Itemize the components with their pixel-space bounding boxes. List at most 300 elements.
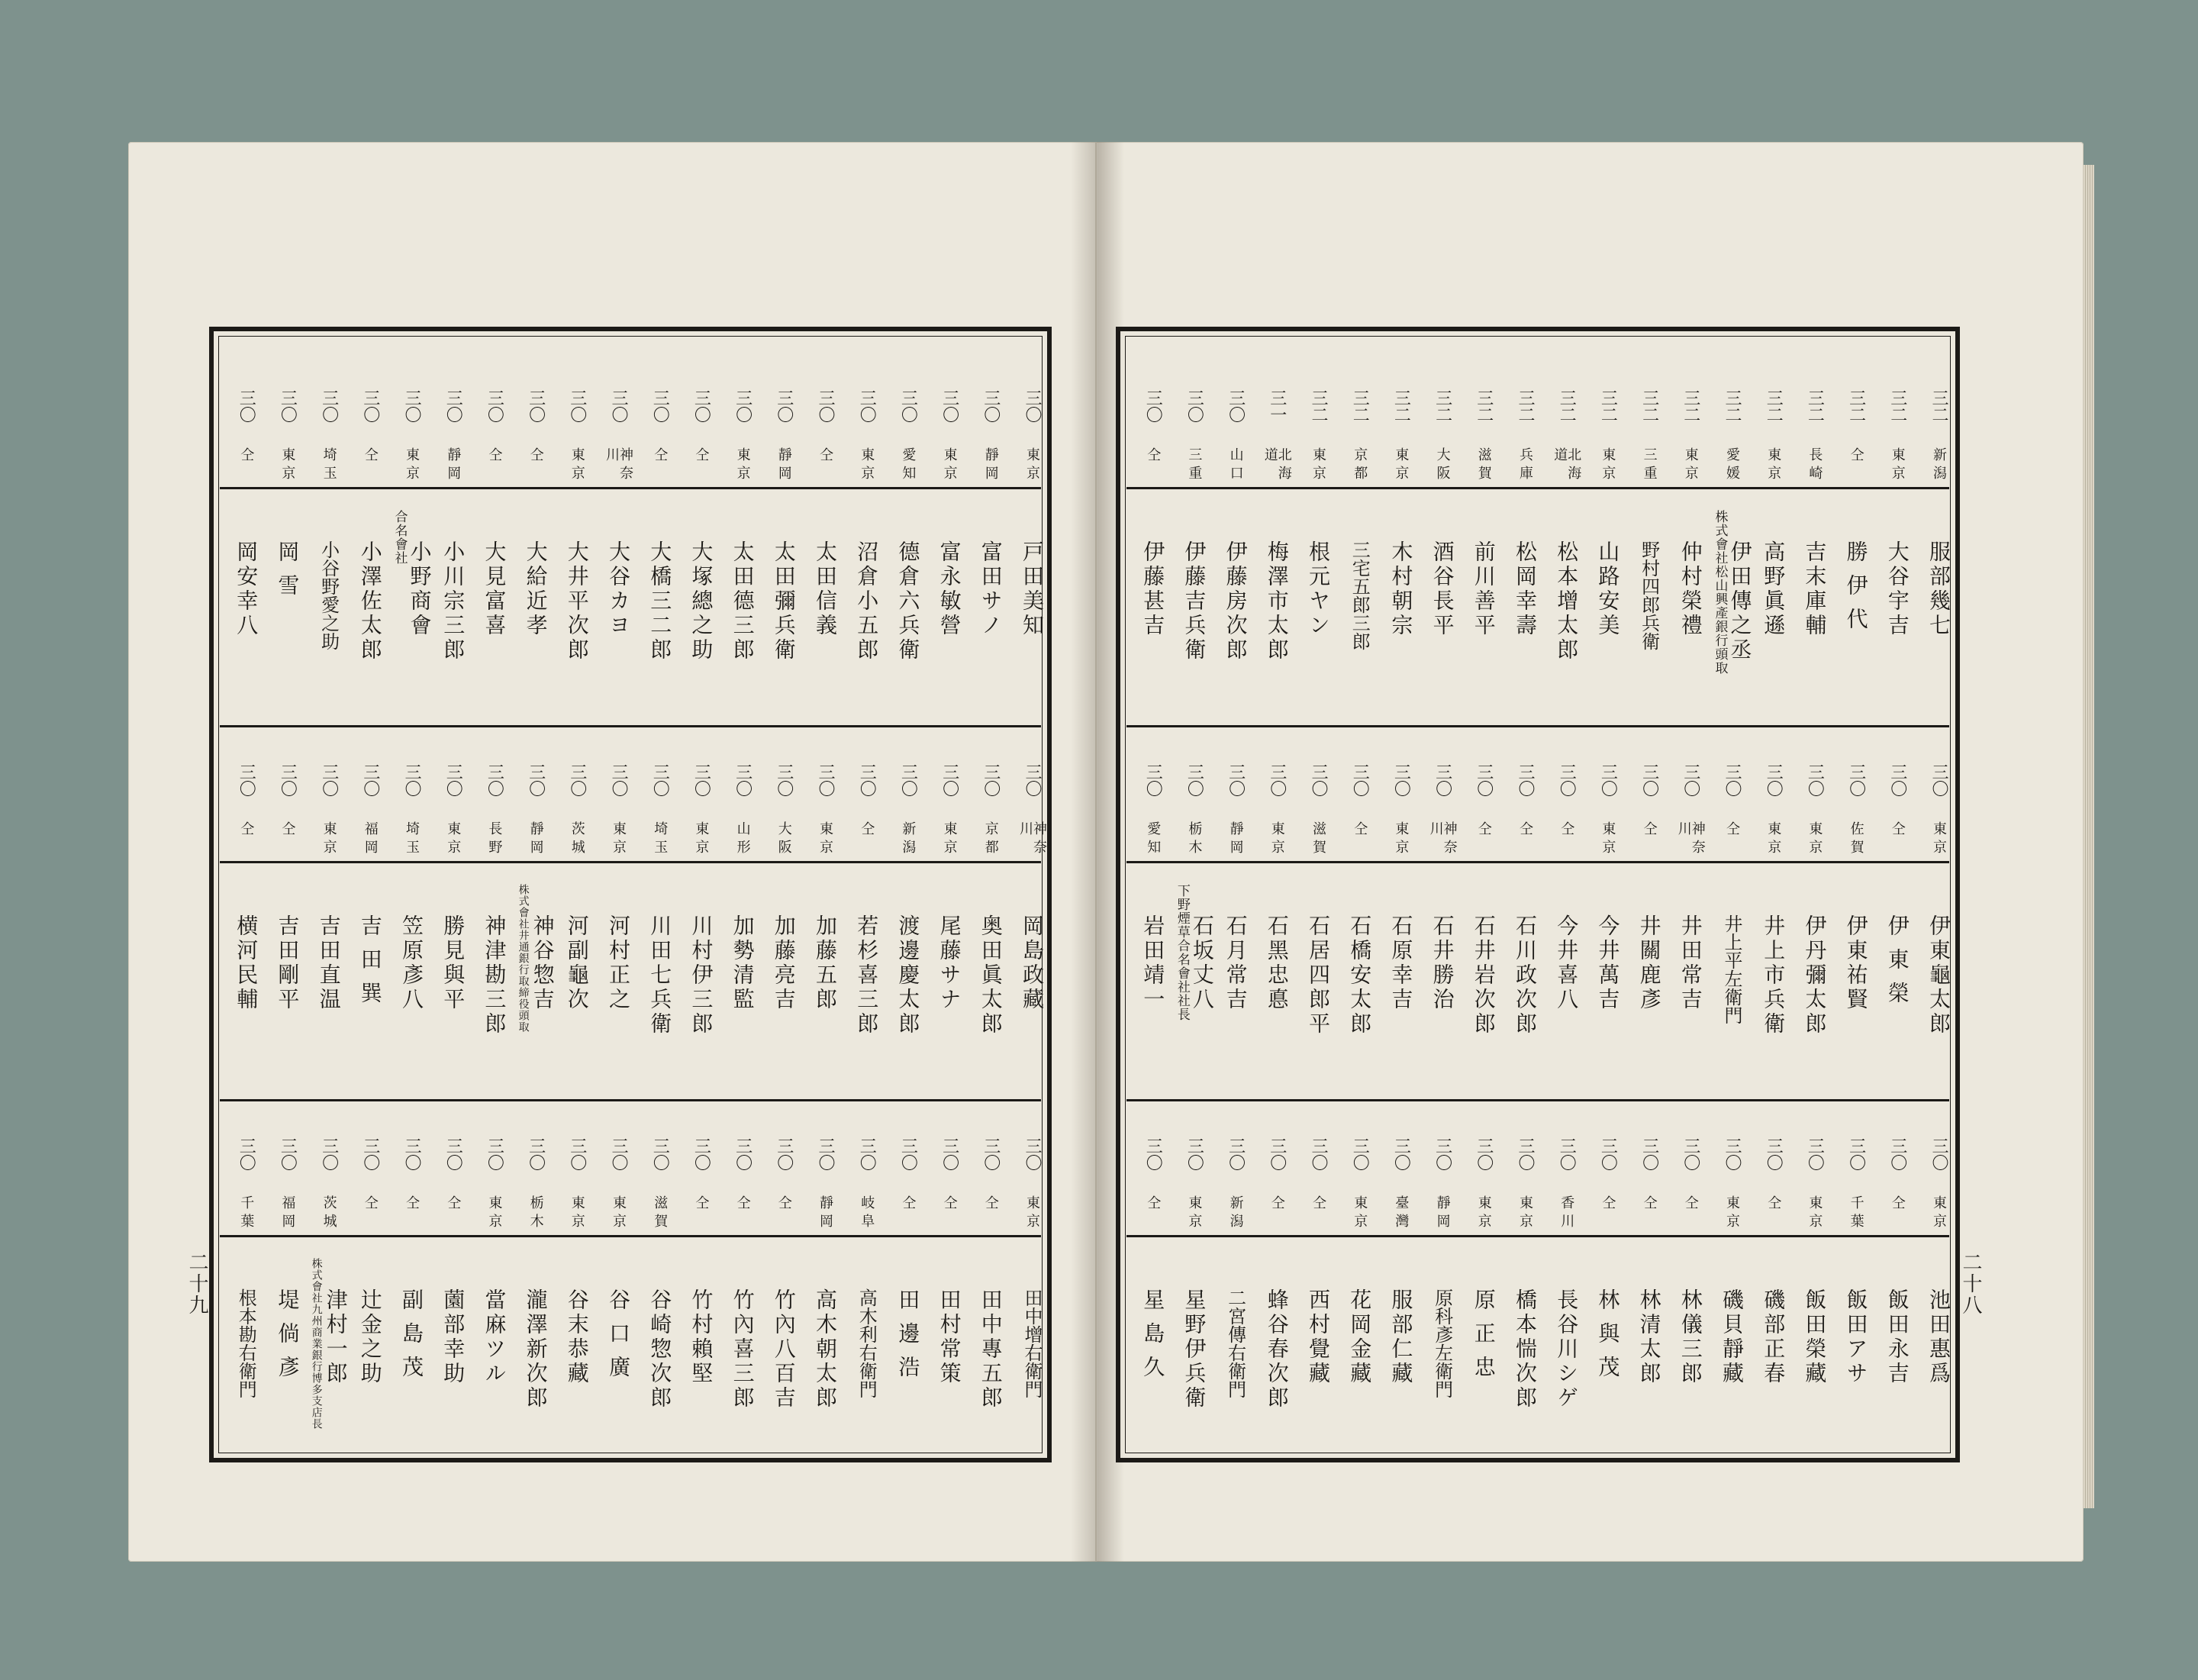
shareholder-name: 田邊浩 bbox=[895, 1288, 921, 1389]
shareholder-name: 瀧澤新次郎 bbox=[523, 1288, 549, 1411]
share-count: 三〇 bbox=[1681, 763, 1700, 797]
prefecture: 仝 bbox=[445, 1195, 462, 1214]
shareholder-name: 田村常策 bbox=[936, 1288, 962, 1386]
share-count: 三〇 bbox=[1516, 1137, 1535, 1171]
shareholder-name: 吉末庫輔 bbox=[1802, 540, 1828, 638]
register-entry bbox=[1222, 1137, 1249, 1398]
register-entry bbox=[1759, 763, 1787, 1037]
register-entry bbox=[1552, 389, 1580, 663]
share-count: 三〇 bbox=[443, 763, 463, 797]
register-entry bbox=[1800, 763, 1828, 1037]
shareholder-name: 伊藤吉兵衛 bbox=[1181, 540, 1207, 663]
shareholder-name: 池田惠爲 bbox=[1926, 1288, 1951, 1386]
share-count: 三〇 bbox=[1309, 763, 1328, 797]
share-count: 三〇 bbox=[774, 389, 794, 423]
register-entry bbox=[1018, 763, 1046, 1012]
shareholder-name: 梅澤市太郎 bbox=[1264, 540, 1290, 663]
share-count: 三〇 bbox=[1805, 763, 1825, 797]
register-entry bbox=[1884, 389, 1911, 638]
register-entry bbox=[1759, 1137, 1787, 1386]
share-count: 三二 bbox=[1887, 389, 1907, 423]
prefecture: 山口 bbox=[1227, 447, 1244, 484]
shareholder-name: 谷末恭藏 bbox=[564, 1288, 590, 1386]
register-entry bbox=[646, 1137, 673, 1411]
prefecture: 仝 bbox=[362, 1195, 379, 1214]
page-number-right: 二十八 bbox=[1959, 1252, 1982, 1316]
shareholder-name: 橋本惴次郎 bbox=[1513, 1288, 1538, 1411]
shareholder-name: 星島久 bbox=[1140, 1288, 1166, 1389]
register-entry bbox=[1552, 763, 1580, 1012]
share-count: 三〇 bbox=[898, 763, 918, 797]
prefecture: 三重 bbox=[1641, 447, 1658, 484]
share-count: 三〇 bbox=[1681, 1137, 1700, 1171]
register-entry bbox=[894, 763, 921, 1037]
register-entry bbox=[1925, 763, 1952, 1037]
shareholder-name: 副島茂 bbox=[399, 1288, 424, 1389]
prefecture: 東京 bbox=[445, 821, 462, 858]
share-count: 三〇 bbox=[816, 1137, 835, 1171]
register-entry bbox=[1139, 763, 1166, 1012]
share-count: 三〇 bbox=[816, 763, 835, 797]
register-entry bbox=[1511, 1137, 1539, 1411]
prefecture: 東京 bbox=[1806, 821, 1823, 858]
prefecture: 東京 bbox=[1806, 1195, 1823, 1232]
register-entry bbox=[1222, 389, 1249, 663]
register-entry bbox=[315, 763, 343, 1012]
share-count: 三〇 bbox=[526, 1137, 546, 1171]
share-count: 三〇 bbox=[526, 763, 546, 797]
shareholder-name: 星野伊兵衛 bbox=[1181, 1288, 1207, 1411]
prefecture: 仝 bbox=[941, 1195, 958, 1214]
prefecture: 埼玉 bbox=[404, 821, 420, 858]
rule-line bbox=[220, 725, 1041, 727]
prefecture: 靜岡 bbox=[1434, 1195, 1451, 1232]
register-entry bbox=[310, 1137, 349, 1430]
shareholder-name: 伊田傳之丞 bbox=[1727, 540, 1753, 663]
share-count: 三〇 bbox=[1805, 1137, 1825, 1171]
prefecture: 東京 bbox=[1931, 1195, 1947, 1232]
share-count: 三〇 bbox=[1846, 1137, 1866, 1171]
prefecture: 仝 bbox=[404, 1195, 420, 1214]
register-entry bbox=[770, 389, 798, 663]
prefecture: 三重 bbox=[1186, 447, 1203, 484]
share-count: 三〇 bbox=[898, 389, 918, 423]
register-entry bbox=[398, 763, 425, 1012]
share-count: 三〇 bbox=[278, 1137, 298, 1171]
shareholder-name: 太田信義 bbox=[813, 540, 838, 638]
share-count: 三二 bbox=[1309, 389, 1328, 423]
shareholder-name: 加藤五郎 bbox=[813, 914, 838, 1012]
prefecture: 岐阜 bbox=[859, 1195, 875, 1232]
shareholder-name: 加藤亮吉 bbox=[771, 914, 797, 1012]
prefecture: 東京 bbox=[1186, 1195, 1203, 1232]
share-count: 三〇 bbox=[567, 1137, 587, 1171]
share-count: 三〇 bbox=[774, 763, 794, 797]
shareholder-name: 石黑忠悳 bbox=[1264, 914, 1290, 1012]
shareholder-name: 蜂谷春次郎 bbox=[1264, 1288, 1290, 1411]
shareholder-name: 太田德三郎 bbox=[730, 540, 756, 663]
register-entry bbox=[604, 1137, 632, 1389]
shareholder-name: 野村四郎兵衛 bbox=[1638, 540, 1660, 650]
register-entry bbox=[315, 389, 343, 650]
shareholder-name: 横河民輔 bbox=[234, 914, 259, 1012]
share-count: 三二 bbox=[1350, 389, 1370, 423]
shareholder-name: 服部幾七 bbox=[1926, 540, 1951, 638]
prefecture: 滋賀 bbox=[1475, 447, 1492, 484]
register-entry bbox=[1470, 389, 1497, 638]
register-entry bbox=[1263, 1137, 1291, 1411]
register-entry bbox=[480, 763, 508, 1037]
register-entry bbox=[1636, 389, 1663, 650]
register-entry bbox=[480, 389, 508, 638]
register-entry bbox=[356, 389, 384, 663]
shareholder-name: 大井平次郎 bbox=[564, 540, 590, 663]
prefecture: 東京 bbox=[1682, 447, 1699, 484]
prefecture: 山形 bbox=[734, 821, 751, 858]
share-count: 三〇 bbox=[816, 389, 835, 423]
share-count: 三〇 bbox=[1639, 1137, 1659, 1171]
rule-line bbox=[220, 1099, 1041, 1101]
register-entry bbox=[1842, 1137, 1870, 1386]
prefecture: 東京 bbox=[817, 821, 833, 858]
register-entry bbox=[1511, 389, 1539, 638]
prefecture: 茨城 bbox=[321, 1195, 337, 1232]
shareholder-name: 伊藤甚吉 bbox=[1140, 540, 1166, 638]
prefecture: 仝 bbox=[1889, 821, 1906, 840]
register-entry bbox=[439, 763, 466, 1012]
shareholder-name: 磯貝靜藏 bbox=[1719, 1288, 1745, 1386]
register-entry bbox=[811, 763, 839, 1012]
prefecture: 東京 bbox=[693, 821, 710, 858]
shareholder-name: 井關鹿彥 bbox=[1636, 914, 1662, 1012]
share-count: 三〇 bbox=[981, 763, 1001, 797]
shareholder-name: 加勢清監 bbox=[730, 914, 756, 1012]
share-count: 三〇 bbox=[691, 763, 711, 797]
prefecture: 新潟 bbox=[1227, 1195, 1244, 1232]
share-count: 三〇 bbox=[360, 763, 380, 797]
shareholder-name: 岩田靖一 bbox=[1140, 914, 1166, 1012]
prefecture: 神奈川 bbox=[604, 447, 633, 484]
register-entry bbox=[977, 1137, 1004, 1411]
share-count: 三〇 bbox=[733, 763, 753, 797]
register-entry bbox=[936, 1137, 963, 1386]
prefecture: 東京 bbox=[279, 447, 296, 484]
prefecture: 仝 bbox=[1517, 821, 1533, 840]
shareholder-name: 神津勘三郎 bbox=[482, 914, 508, 1037]
shareholder-name: 今井喜八 bbox=[1554, 914, 1580, 1012]
register-entry bbox=[1552, 1137, 1580, 1411]
shareholder-name: 井上平左衛門 bbox=[1721, 914, 1742, 1024]
share-count: 三〇 bbox=[1391, 1137, 1411, 1171]
prefecture: 北海道 bbox=[1262, 447, 1292, 484]
shareholder-name: 田中增右衛門 bbox=[1021, 1288, 1043, 1398]
prefecture: 東京 bbox=[404, 447, 420, 484]
prefecture: 仝 bbox=[279, 821, 296, 840]
shareholder-name: 飯田榮藏 bbox=[1802, 1288, 1828, 1386]
register-entry bbox=[1018, 389, 1046, 638]
prefecture: 愛知 bbox=[1145, 821, 1162, 858]
prefecture: 仝 bbox=[817, 447, 833, 466]
prefecture: 仝 bbox=[238, 821, 255, 840]
register-entry bbox=[439, 389, 466, 663]
prefecture: 靜岡 bbox=[527, 821, 544, 858]
prefecture: 仝 bbox=[982, 1195, 999, 1214]
share-count: 三〇 bbox=[1184, 763, 1204, 797]
prefecture: 新潟 bbox=[1931, 447, 1947, 484]
rule-line bbox=[1126, 725, 1949, 727]
register-entry bbox=[522, 389, 550, 638]
shareholder-name: 石居四郎平 bbox=[1306, 914, 1331, 1037]
prefecture: 仝 bbox=[1848, 447, 1864, 466]
shareholder-name: 大谷カヨ bbox=[606, 540, 631, 638]
register-entry bbox=[1718, 1137, 1745, 1386]
register-entry bbox=[1263, 389, 1291, 663]
shareholder-name: 原正忠 bbox=[1471, 1288, 1497, 1389]
shareholder-name: 今井萬吉 bbox=[1595, 914, 1621, 1012]
prefecture: 仝 bbox=[1724, 821, 1740, 840]
register-entry bbox=[522, 1137, 550, 1411]
share-count: 三〇 bbox=[1723, 1137, 1742, 1171]
register-entry bbox=[1387, 1137, 1414, 1386]
prefecture: 仝 bbox=[652, 447, 669, 466]
prefecture: 東京 bbox=[1024, 1195, 1040, 1232]
prefecture: 東京 bbox=[1600, 821, 1616, 858]
prefecture: 仝 bbox=[1889, 1195, 1906, 1214]
prefecture: 京都 bbox=[982, 821, 999, 858]
register-entry bbox=[1346, 1137, 1373, 1386]
prefecture: 靜岡 bbox=[982, 447, 999, 484]
shareholder-name: 若杉喜三郎 bbox=[854, 914, 880, 1037]
shareholder-name: 飯田アサ bbox=[1843, 1288, 1869, 1386]
shareholder-name: 堤倘彥 bbox=[275, 1288, 301, 1389]
register-entry bbox=[1304, 389, 1332, 638]
shareholder-name: 竹內八百吉 bbox=[771, 1288, 797, 1411]
prefecture: 愛媛 bbox=[1724, 447, 1740, 484]
shareholder-name: 木村朝宗 bbox=[1388, 540, 1414, 638]
prefecture: 臺灣 bbox=[1393, 1195, 1410, 1232]
shareholder-name: 田中專五郎 bbox=[978, 1288, 1004, 1411]
shareholder-name: 笠原彥八 bbox=[399, 914, 424, 1012]
prefecture: 仝 bbox=[486, 447, 503, 466]
share-count: 三二 bbox=[1681, 389, 1700, 423]
register-entry bbox=[232, 389, 259, 638]
prefecture: 東京 bbox=[859, 447, 875, 484]
prefecture: 東京 bbox=[1889, 447, 1906, 484]
register-entry bbox=[1677, 763, 1704, 1012]
register-entry bbox=[563, 763, 591, 1012]
share-count: 三〇 bbox=[733, 389, 753, 423]
prefecture: 茨城 bbox=[569, 821, 585, 858]
share-count: 三〇 bbox=[1639, 763, 1659, 797]
prefecture: 栃木 bbox=[1186, 821, 1203, 858]
company-note: 下野煙草合名會社社長 bbox=[1174, 884, 1190, 1021]
register-entry bbox=[770, 1137, 798, 1411]
share-count: 三〇 bbox=[857, 389, 877, 423]
prefecture: 東京 bbox=[611, 1195, 627, 1232]
register-entry bbox=[1139, 1137, 1166, 1389]
register-entry bbox=[1884, 1137, 1911, 1386]
shareholder-name: 仲村榮禮 bbox=[1678, 540, 1703, 638]
share-count: 三〇 bbox=[402, 763, 421, 797]
shareholder-name: 伊東龜太郎 bbox=[1926, 914, 1951, 1037]
shareholder-name: 薗部幸助 bbox=[440, 1288, 466, 1386]
prefecture: 仝 bbox=[527, 447, 544, 466]
register-entry bbox=[811, 1137, 839, 1411]
register-entry bbox=[1304, 763, 1332, 1037]
prefecture: 北海道 bbox=[1552, 447, 1582, 484]
share-count: 三〇 bbox=[939, 1137, 959, 1171]
shareholder-name: 小野商會 bbox=[407, 540, 433, 638]
register-entry bbox=[687, 389, 714, 663]
register-entry bbox=[1346, 389, 1373, 650]
shareholder-name: 河副龜次 bbox=[564, 914, 590, 1012]
register-entry bbox=[356, 1137, 384, 1386]
shareholder-name: 前川善平 bbox=[1471, 540, 1497, 638]
shareholder-name: 川田七兵衛 bbox=[647, 914, 673, 1037]
shareholder-name: 奥田眞太郎 bbox=[978, 914, 1004, 1037]
prefecture: 東京 bbox=[569, 1195, 585, 1232]
prefecture: 東京 bbox=[321, 821, 337, 858]
share-count: 三〇 bbox=[650, 763, 670, 797]
share-count: 三二 bbox=[1805, 389, 1825, 423]
share-count: 三〇 bbox=[1184, 389, 1204, 423]
shareholder-name: 林儀三郎 bbox=[1678, 1288, 1703, 1386]
shareholder-name: 花岡金藏 bbox=[1347, 1288, 1373, 1386]
shareholder-name: 三宅五郎三郎 bbox=[1349, 540, 1371, 650]
share-count: 三〇 bbox=[1226, 763, 1246, 797]
prefecture: 福岡 bbox=[362, 821, 379, 858]
share-count: 三二 bbox=[1557, 389, 1577, 423]
share-count: 三二 bbox=[1474, 389, 1494, 423]
shareholder-name: 辻金之助 bbox=[357, 1288, 383, 1386]
shareholder-name: 松本增太郎 bbox=[1554, 540, 1580, 663]
share-count: 三〇 bbox=[1267, 1137, 1287, 1171]
register-entry bbox=[1139, 389, 1166, 638]
prefecture: 仝 bbox=[1558, 821, 1575, 840]
register-entry bbox=[563, 1137, 591, 1386]
share-count: 三〇 bbox=[857, 763, 877, 797]
shareholder-name: 高木利右衛門 bbox=[856, 1288, 878, 1398]
prefecture: 東京 bbox=[1393, 821, 1410, 858]
register-entry bbox=[852, 389, 880, 663]
prefecture: 長崎 bbox=[1806, 447, 1823, 484]
register-entry bbox=[1018, 1137, 1046, 1398]
prefecture: 滋賀 bbox=[652, 1195, 669, 1232]
prefecture: 東京 bbox=[1024, 447, 1040, 484]
register-entry bbox=[439, 1137, 466, 1386]
shareholder-name: 津村一郎 bbox=[323, 1288, 349, 1386]
share-count: 三〇 bbox=[1887, 763, 1907, 797]
shareholder-name: 石川政次郎 bbox=[1513, 914, 1538, 1037]
register-entry bbox=[398, 1137, 425, 1389]
register-entry bbox=[936, 389, 963, 638]
page-edges bbox=[2084, 165, 2094, 1508]
register-entry bbox=[1759, 389, 1787, 638]
share-count: 三二 bbox=[1433, 389, 1452, 423]
shareholder-name: 伊東祐賢 bbox=[1843, 914, 1869, 1012]
register-entry bbox=[852, 763, 880, 1037]
register-entry bbox=[729, 1137, 756, 1411]
prefecture: 東京 bbox=[486, 1195, 503, 1232]
share-count: 三〇 bbox=[1023, 763, 1042, 797]
prefecture: 東京 bbox=[1931, 821, 1947, 858]
shareholder-name: 吉田直温 bbox=[316, 914, 342, 1012]
share-count: 三〇 bbox=[939, 763, 959, 797]
register-entry bbox=[1180, 389, 1207, 663]
register-entry bbox=[480, 1137, 508, 1386]
register-entry bbox=[646, 389, 673, 663]
register-entry bbox=[1180, 1137, 1207, 1411]
shareholder-name: 井上市兵衛 bbox=[1761, 914, 1787, 1037]
register-entry bbox=[646, 763, 673, 1037]
share-count: 三〇 bbox=[402, 389, 421, 423]
shareholder-name: 根本勘右衛門 bbox=[235, 1288, 257, 1398]
register-entry bbox=[977, 389, 1004, 638]
register-entry bbox=[1884, 763, 1911, 1015]
prefecture: 靜岡 bbox=[1227, 821, 1244, 858]
prefecture: 神奈川 bbox=[1427, 821, 1458, 858]
shareholder-name: 石坂丈八 bbox=[1189, 914, 1215, 1012]
prefecture: 仝 bbox=[693, 447, 710, 466]
page-number-left: 二十九 bbox=[185, 1252, 208, 1316]
prefecture: 香川 bbox=[1558, 1195, 1575, 1232]
share-count: 三〇 bbox=[1309, 1137, 1328, 1171]
shareholder-name: 渡邊慶太郎 bbox=[895, 914, 921, 1037]
prefecture: 東京 bbox=[1475, 1195, 1492, 1232]
prefecture: 東京 bbox=[1517, 1195, 1533, 1232]
register-entry bbox=[1387, 389, 1414, 638]
share-count: 三〇 bbox=[1557, 1137, 1577, 1171]
register-entry bbox=[232, 763, 259, 1012]
prefecture: 東京 bbox=[734, 447, 751, 484]
shareholder-name: 西村覺藏 bbox=[1306, 1288, 1331, 1386]
share-count: 三〇 bbox=[485, 389, 504, 423]
share-count: 三〇 bbox=[1350, 1137, 1370, 1171]
shareholder-name: 石月常吉 bbox=[1223, 914, 1249, 1012]
share-count: 三〇 bbox=[360, 389, 380, 423]
share-count: 三〇 bbox=[1929, 763, 1948, 797]
share-count: 三〇 bbox=[1474, 1137, 1494, 1171]
prefecture: 靜岡 bbox=[817, 1195, 833, 1232]
shareholder-name: 岡島政藏 bbox=[1020, 914, 1045, 1012]
prefecture: 東京 bbox=[569, 447, 585, 484]
shareholder-name: 大橋三二郎 bbox=[647, 540, 673, 663]
share-count: 三〇 bbox=[774, 1137, 794, 1171]
shareholder-name: 松岡幸壽 bbox=[1513, 540, 1538, 638]
shareholder-name: 石井勝治 bbox=[1429, 914, 1455, 1012]
shareholder-name: 林清太郎 bbox=[1636, 1288, 1662, 1386]
share-count: 三〇 bbox=[1143, 1137, 1163, 1171]
register-entry bbox=[894, 389, 921, 663]
shareholder-name: 太田彌兵衛 bbox=[771, 540, 797, 663]
share-count: 三〇 bbox=[1516, 763, 1535, 797]
shareholder-name: 岡安幸八 bbox=[234, 540, 259, 638]
shareholder-name: 井田常吉 bbox=[1678, 914, 1703, 1012]
shareholder-name: 谷口廣 bbox=[606, 1288, 631, 1389]
register-entry bbox=[1925, 389, 1952, 638]
shareholder-name: 二宮傳右衛門 bbox=[1224, 1288, 1246, 1398]
register-entry bbox=[1594, 763, 1621, 1012]
share-count: 三〇 bbox=[1433, 763, 1452, 797]
shareholder-name: 石原幸吉 bbox=[1388, 914, 1414, 1012]
register-entry bbox=[1263, 763, 1291, 1012]
register-entry bbox=[729, 389, 756, 663]
register-entry bbox=[1712, 389, 1753, 675]
prefecture: 仝 bbox=[693, 1195, 710, 1214]
share-count: 三〇 bbox=[1474, 763, 1494, 797]
shareholder-name: 原科彥左衛門 bbox=[1431, 1288, 1453, 1398]
prefecture: 仝 bbox=[362, 447, 379, 466]
